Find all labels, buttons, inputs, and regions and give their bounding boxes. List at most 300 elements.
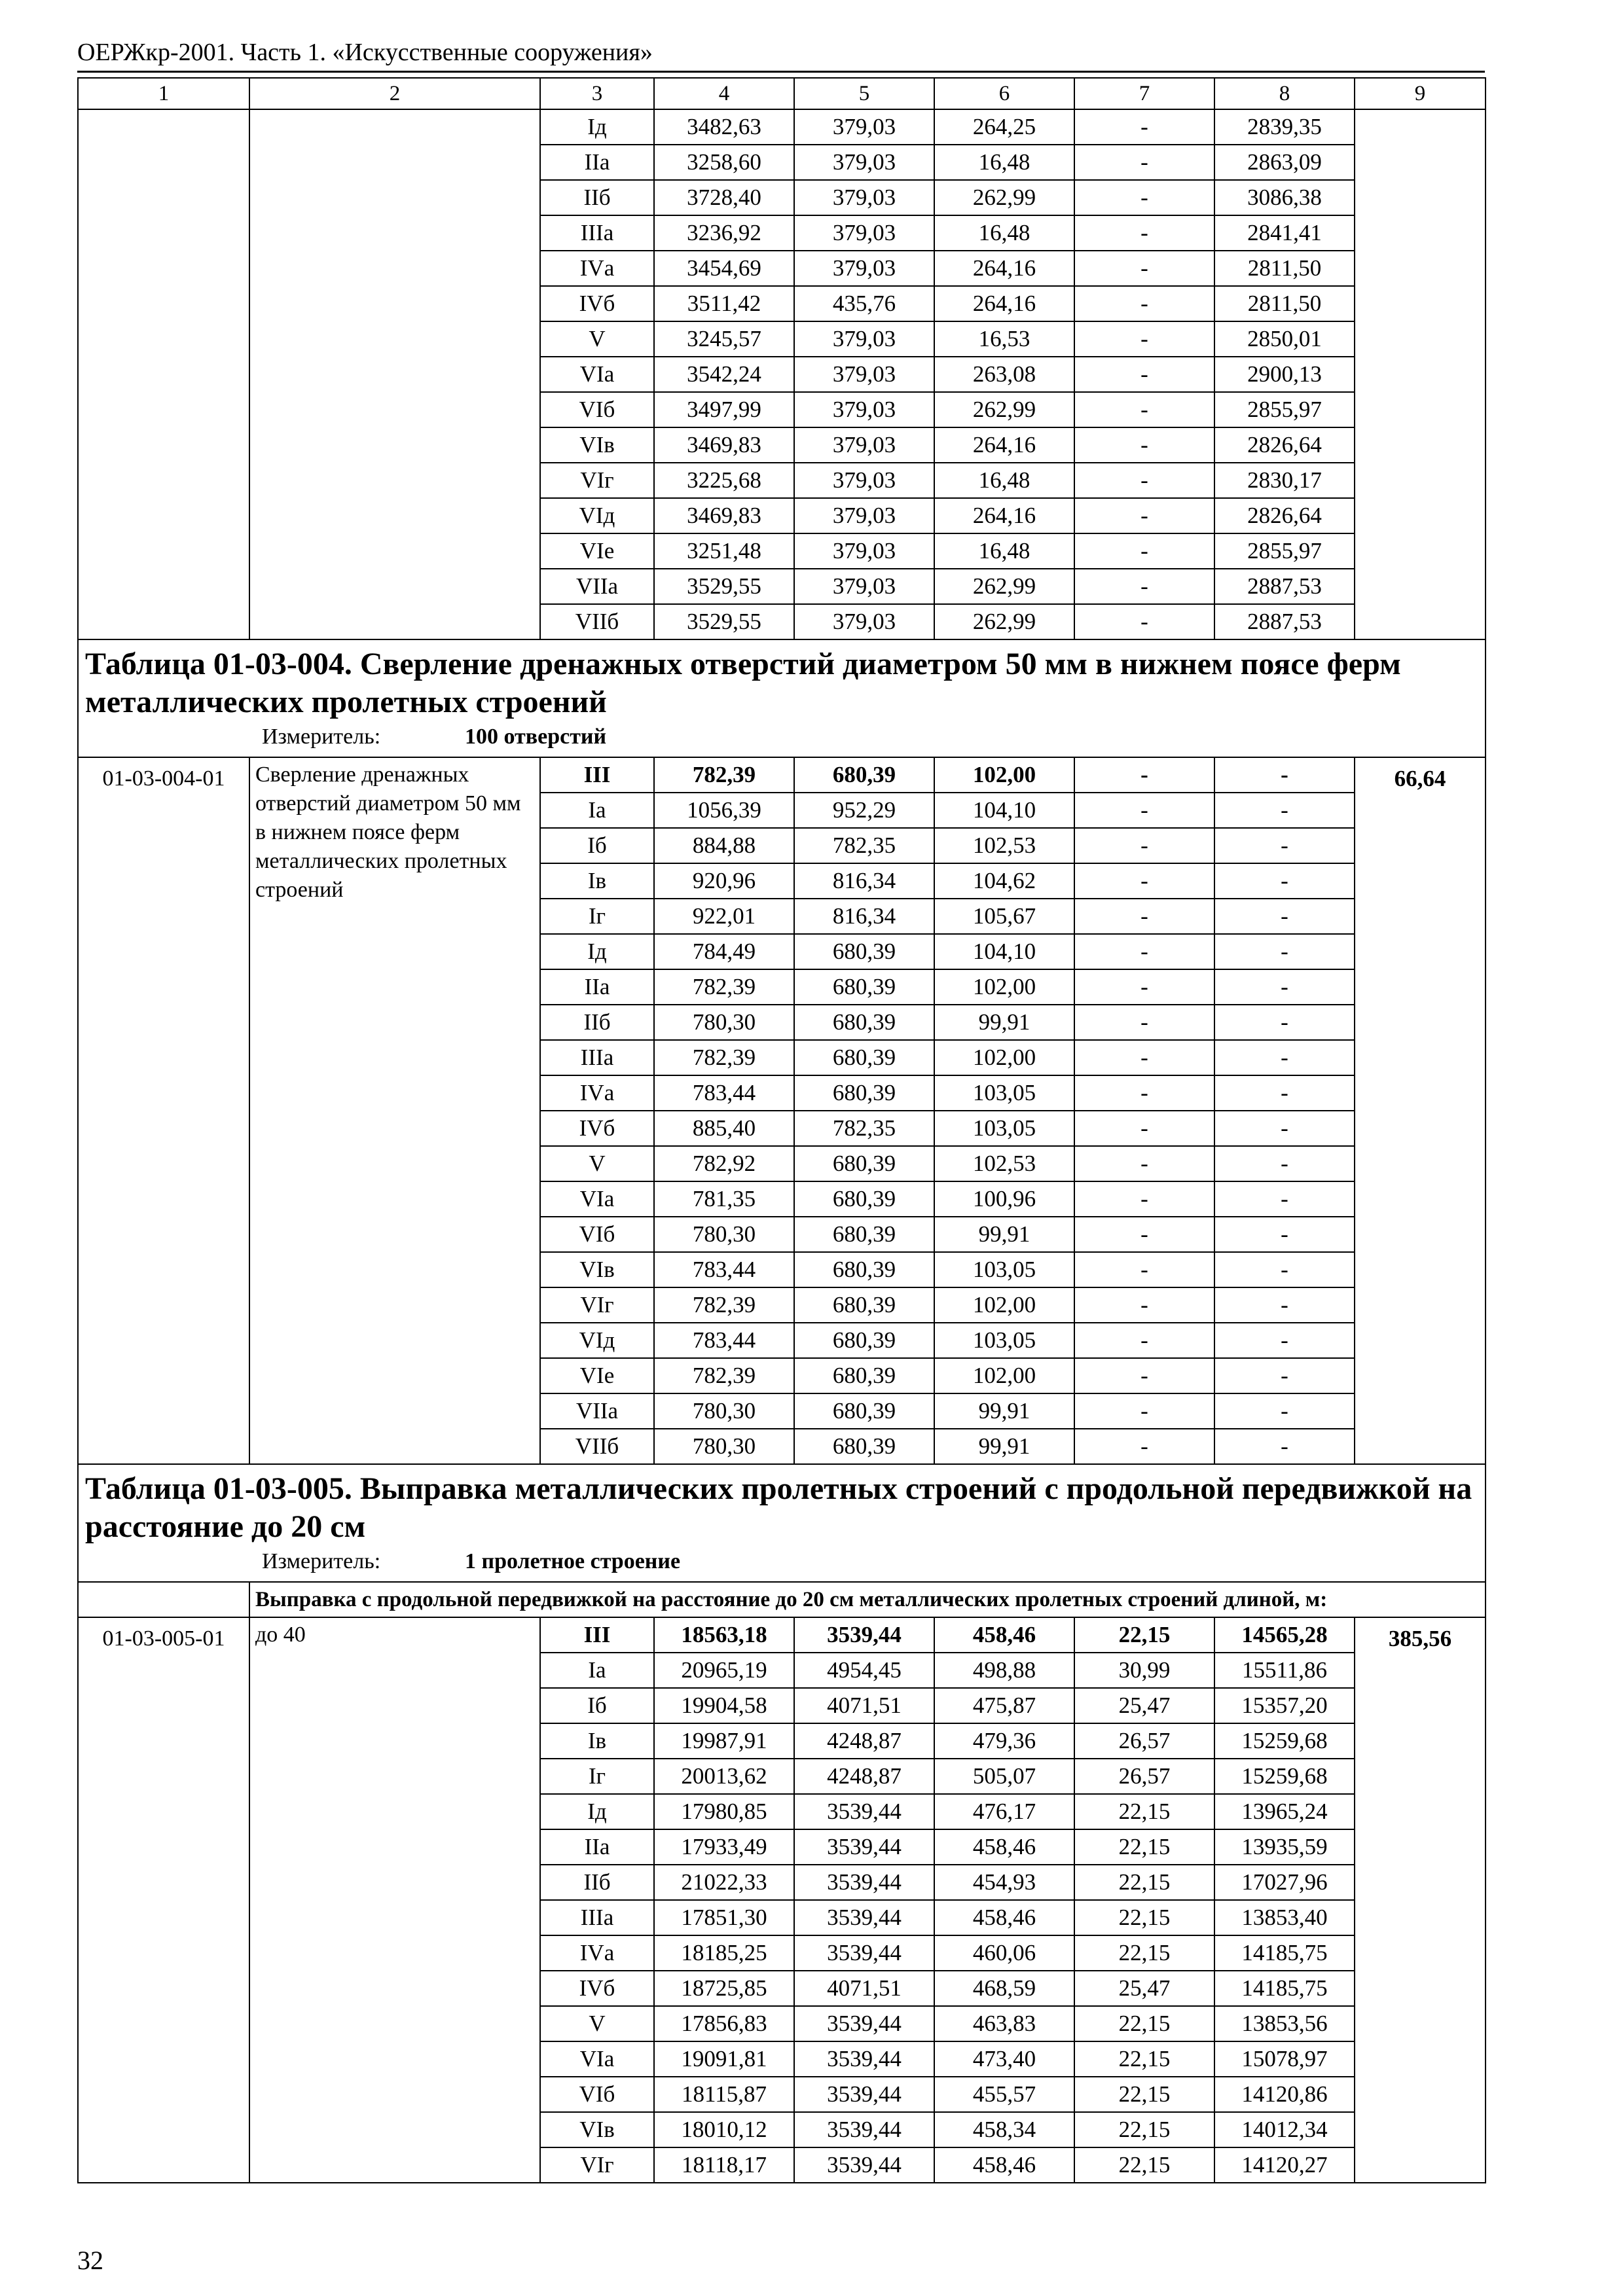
rate-value-cell: 3539,44: [794, 1865, 934, 1900]
rate-zone-cell: VIг: [540, 463, 654, 498]
rate-value-cell: 21022,33: [654, 1865, 794, 1900]
rate-value-cell: 498,88: [934, 1653, 1074, 1688]
rate-value-cell: 680,39: [794, 757, 934, 793]
rate-value-cell: 3511,42: [654, 286, 794, 321]
subheading: Выправка с продольной передвижкой на расстояние до 20 см металлических пролетных строений длиной, м:: [249, 1582, 1486, 1617]
rate-zone-cell: VIв: [540, 427, 654, 463]
rate-value-cell: 4954,45: [794, 1653, 934, 1688]
rate-value-cell: 22,15: [1074, 1794, 1214, 1829]
rate-value-cell: 782,35: [794, 828, 934, 863]
rate-value-cell: 473,40: [934, 2041, 1074, 2077]
rate-value-cell: 680,39: [794, 969, 934, 1005]
rate-value-cell: 782,39: [654, 1358, 794, 1393]
column-number: 4: [654, 78, 794, 109]
rate-value-cell: 102,53: [934, 828, 1074, 863]
rate-zone-cell: VIд: [540, 498, 654, 533]
rate-value-cell: -: [1074, 1429, 1214, 1464]
rate-value-cell: 15078,97: [1214, 2041, 1355, 2077]
rate-value-cell: 18115,87: [654, 2077, 794, 2112]
rate-value-cell: -: [1074, 1075, 1214, 1111]
rate-zone-cell: VIа: [540, 1181, 654, 1217]
rate-value-cell: 262,99: [934, 180, 1074, 215]
rate-value-cell: -: [1074, 934, 1214, 969]
rate-value-cell: -: [1074, 321, 1214, 357]
rate-value-cell: 783,44: [654, 1075, 794, 1111]
rate-value-cell: 780,30: [654, 1429, 794, 1464]
rate-value-cell: 2900,13: [1214, 357, 1355, 392]
rate-value-cell: -: [1214, 1111, 1355, 1146]
rate-value-cell: -: [1074, 145, 1214, 180]
rate-value-cell: -: [1074, 1358, 1214, 1393]
rate-value-cell: 19091,81: [654, 2041, 794, 2077]
rate-value-cell: 14565,28: [1214, 1617, 1355, 1653]
rate-value-cell: 680,39: [794, 1323, 934, 1358]
rate-value-cell: 26,57: [1074, 1759, 1214, 1794]
rate-value-cell: 22,15: [1074, 2077, 1214, 2112]
rate-value-cell: 2811,50: [1214, 286, 1355, 321]
rate-zone-cell: IIIа: [540, 215, 654, 251]
rate-value-cell: -: [1214, 757, 1355, 793]
rate-value-cell: -: [1074, 969, 1214, 1005]
rate-value-cell: 3454,69: [654, 251, 794, 286]
rate-value-cell: 264,16: [934, 286, 1074, 321]
rate-value-cell: 379,03: [794, 145, 934, 180]
rate-value-cell: 4248,87: [794, 1759, 934, 1794]
rate-value-cell: 468,59: [934, 1971, 1074, 2006]
rate-value-cell: 2826,64: [1214, 498, 1355, 533]
rate-value-cell: 458,46: [934, 1829, 1074, 1865]
rate-zone-cell: IIа: [540, 145, 654, 180]
rate-zone-cell: VIIа: [540, 569, 654, 604]
rate-value-cell: 16,53: [934, 321, 1074, 357]
rate-value-cell: 22,15: [1074, 1865, 1214, 1900]
rate-value-cell: 17933,49: [654, 1829, 794, 1865]
rates-table-body: [78, 78, 1486, 2183]
rate-value-cell: 22,15: [1074, 2006, 1214, 2041]
rate-value-cell: 680,39: [794, 1181, 934, 1217]
rate-value-cell: 379,03: [794, 427, 934, 463]
rate-value-cell: 105,67: [934, 899, 1074, 934]
rate-value-cell: 2887,53: [1214, 604, 1355, 639]
work-name: Сверление дренажных отверстий диаметром 50 мм в нижнем поясе ферм металлических пролетных строений: [249, 757, 540, 1464]
rate-value-cell: -: [1074, 392, 1214, 427]
rate-value-cell: 4071,51: [794, 1688, 934, 1723]
rate-zone-cell: IIб: [540, 1865, 654, 1900]
rate-zone-cell: Iа: [540, 1653, 654, 1688]
rate-value-cell: 379,03: [794, 357, 934, 392]
rate-zone-cell: IVб: [540, 1111, 654, 1146]
rate-zone-cell: VIе: [540, 1358, 654, 1393]
rate-value-cell: -: [1074, 357, 1214, 392]
rate-value-cell: 14012,34: [1214, 2112, 1355, 2147]
rate-value-cell: 22,15: [1074, 2041, 1214, 2077]
rate-value-cell: 680,39: [794, 1146, 934, 1181]
rates-table: [77, 77, 1486, 2183]
rate-value-cell: 3539,44: [794, 1900, 934, 1935]
rate-value-cell: -: [1214, 1358, 1355, 1393]
labor-value: 66,64: [1355, 757, 1486, 1464]
measure-label: Измеритель:: [262, 725, 381, 749]
measure-row: [85, 1547, 1478, 1576]
rate-value-cell: 13965,24: [1214, 1794, 1355, 1829]
rate-value-cell: 13853,40: [1214, 1900, 1355, 1935]
rate-value-cell: 783,44: [654, 1323, 794, 1358]
rate-value-cell: -: [1074, 757, 1214, 793]
rate-value-cell: 3539,44: [794, 1829, 934, 1865]
rate-value-cell: 100,96: [934, 1181, 1074, 1217]
running-header: ОЕРЖкр-2001. Часть 1. «Искусственные сооружения»: [77, 39, 653, 66]
rate-zone-cell: VIа: [540, 357, 654, 392]
rate-value-cell: 379,03: [794, 604, 934, 639]
rate-value-cell: 460,06: [934, 1935, 1074, 1971]
rate-value-cell: -: [1214, 899, 1355, 934]
rate-value-cell: -: [1074, 251, 1214, 286]
rate-zone-cell: VIа: [540, 2041, 654, 2077]
rate-zone-cell: IIб: [540, 180, 654, 215]
rate-zone-cell: IVб: [540, 286, 654, 321]
rate-value-cell: 264,16: [934, 251, 1074, 286]
rate-value-cell: 3497,99: [654, 392, 794, 427]
rate-value-cell: -: [1074, 180, 1214, 215]
rate-value-cell: 103,05: [934, 1323, 1074, 1358]
rate-value-cell: 379,03: [794, 533, 934, 569]
rate-value-cell: 18725,85: [654, 1971, 794, 2006]
rate-value-cell: 3469,83: [654, 427, 794, 463]
rate-value-cell: 3469,83: [654, 498, 794, 533]
column-number: 8: [1214, 78, 1355, 109]
rate-zone-cell: VIб: [540, 1217, 654, 1252]
rate-value-cell: 379,03: [794, 392, 934, 427]
rate-value-cell: 952,29: [794, 793, 934, 828]
rate-value-cell: 15511,86: [1214, 1653, 1355, 1688]
rate-value-cell: 25,47: [1074, 1688, 1214, 1723]
rate-value-cell: -: [1214, 1429, 1355, 1464]
rate-value-cell: -: [1074, 109, 1214, 145]
table-row: [78, 109, 1486, 145]
rate-value-cell: 784,49: [654, 934, 794, 969]
rate-value-cell: 13853,56: [1214, 2006, 1355, 2041]
rate-zone-cell: Iв: [540, 1723, 654, 1759]
column-number: 9: [1355, 78, 1486, 109]
rate-value-cell: -: [1214, 828, 1355, 863]
rate-value-cell: -: [1214, 863, 1355, 899]
rate-value-cell: 3225,68: [654, 463, 794, 498]
rate-value-cell: 476,17: [934, 1794, 1074, 1829]
rate-value-cell: 14120,86: [1214, 2077, 1355, 2112]
column-number: 7: [1074, 78, 1214, 109]
rate-value-cell: 455,57: [934, 2077, 1074, 2112]
rate-value-cell: 379,03: [794, 109, 934, 145]
rate-value-cell: -: [1074, 1111, 1214, 1146]
rate-value-cell: -: [1074, 1005, 1214, 1040]
rate-value-cell: 782,39: [654, 969, 794, 1005]
table-row: [78, 757, 1486, 793]
rate-value-cell: 379,03: [794, 215, 934, 251]
rate-zone-cell: IIа: [540, 1829, 654, 1865]
rate-value-cell: -: [1074, 498, 1214, 533]
column-number: 1: [78, 78, 249, 109]
rate-value-cell: 102,00: [934, 969, 1074, 1005]
rate-value-cell: 783,44: [654, 1252, 794, 1287]
rate-zone-cell: VIб: [540, 392, 654, 427]
labor-value: 385,56: [1355, 1617, 1486, 2183]
table-title: Таблица 01-03-004. Сверление дренажных отверстий диаметром 50 мм в нижнем поясе ферм металлических пролетных строений: [85, 647, 1401, 719]
subheading-blank: [78, 1582, 249, 1617]
rate-value-cell: 102,00: [934, 1287, 1074, 1323]
rate-value-cell: -: [1214, 793, 1355, 828]
subheading-row: [78, 1582, 1486, 1617]
rate-value-cell: 3086,38: [1214, 180, 1355, 215]
rate-value-cell: 2826,64: [1214, 427, 1355, 463]
rate-value-cell: 680,39: [794, 1005, 934, 1040]
rate-zone-cell: VIе: [540, 533, 654, 569]
rate-value-cell: 19987,91: [654, 1723, 794, 1759]
rate-value-cell: 17856,83: [654, 2006, 794, 2041]
rate-value-cell: 680,39: [794, 1393, 934, 1429]
rate-value-cell: 782,35: [794, 1111, 934, 1146]
rate-zone-cell: Iг: [540, 899, 654, 934]
name-cell-empty: [249, 109, 540, 639]
rate-value-cell: 475,87: [934, 1688, 1074, 1723]
rate-value-cell: -: [1074, 1393, 1214, 1429]
rate-value-cell: 17980,85: [654, 1794, 794, 1829]
rate-value-cell: 103,05: [934, 1111, 1074, 1146]
rate-code: 01-03-005-01: [78, 1617, 249, 2183]
rate-value-cell: 680,39: [794, 1287, 934, 1323]
rate-zone-cell: III: [540, 1617, 654, 1653]
rate-value-cell: 3539,44: [794, 1794, 934, 1829]
rate-value-cell: 3539,44: [794, 2077, 934, 2112]
rate-zone-cell: Iв: [540, 863, 654, 899]
rate-value-cell: 16,48: [934, 533, 1074, 569]
rate-value-cell: 2811,50: [1214, 251, 1355, 286]
rate-code: 01-03-004-01: [78, 757, 249, 1464]
rate-value-cell: 15259,68: [1214, 1759, 1355, 1794]
rate-zone-cell: Iб: [540, 828, 654, 863]
measure-row: [85, 723, 1478, 751]
work-name: до 40: [249, 1617, 540, 2183]
rate-value-cell: 885,40: [654, 1111, 794, 1146]
rate-zone-cell: VIIб: [540, 604, 654, 639]
rate-zone-cell: VIд: [540, 1323, 654, 1358]
rate-value-cell: 3258,60: [654, 145, 794, 180]
rate-value-cell: 3539,44: [794, 2112, 934, 2147]
rate-value-cell: 264,25: [934, 109, 1074, 145]
rate-value-cell: 3728,40: [654, 180, 794, 215]
rate-value-cell: -: [1214, 1252, 1355, 1287]
rate-value-cell: 680,39: [794, 1429, 934, 1464]
rate-value-cell: 18563,18: [654, 1617, 794, 1653]
rate-value-cell: 15259,68: [1214, 1723, 1355, 1759]
rate-value-cell: 379,03: [794, 569, 934, 604]
table-title: Таблица 01-03-005. Выправка металлических пролетных строений с продольной передвижкой на расстояние до 20 см: [85, 1471, 1472, 1544]
rate-value-cell: 680,39: [794, 934, 934, 969]
rate-value-cell: 782,39: [654, 1287, 794, 1323]
rate-value-cell: 2855,97: [1214, 392, 1355, 427]
column-number: 5: [794, 78, 934, 109]
rate-value-cell: 454,93: [934, 1865, 1074, 1900]
rate-zone-cell: V: [540, 321, 654, 357]
rate-value-cell: -: [1074, 215, 1214, 251]
rate-value-cell: 780,30: [654, 1005, 794, 1040]
rate-value-cell: 379,03: [794, 251, 934, 286]
rate-value-cell: 26,57: [1074, 1723, 1214, 1759]
table-title-row: [78, 1464, 1486, 1582]
rate-zone-cell: V: [540, 2006, 654, 2041]
rate-value-cell: 3539,44: [794, 2006, 934, 2041]
rate-zone-cell: VIв: [540, 2112, 654, 2147]
column-number: 6: [934, 78, 1074, 109]
rate-value-cell: 920,96: [654, 863, 794, 899]
rate-value-cell: 4071,51: [794, 1971, 934, 2006]
measure-value: 1 пролетное строение: [465, 1549, 681, 1573]
rate-zone-cell: IIа: [540, 969, 654, 1005]
rate-value-cell: -: [1214, 934, 1355, 969]
rate-value-cell: 22,15: [1074, 1617, 1214, 1653]
rate-value-cell: 3539,44: [794, 2147, 934, 2183]
rate-value-cell: 104,10: [934, 934, 1074, 969]
rate-value-cell: 2887,53: [1214, 569, 1355, 604]
rate-value-cell: -: [1074, 828, 1214, 863]
rate-value-cell: 379,03: [794, 321, 934, 357]
rate-value-cell: 816,34: [794, 899, 934, 934]
rate-value-cell: -: [1074, 463, 1214, 498]
rate-value-cell: 2830,17: [1214, 463, 1355, 498]
rate-value-cell: 435,76: [794, 286, 934, 321]
rate-value-cell: 680,39: [794, 1252, 934, 1287]
rate-value-cell: -: [1214, 1287, 1355, 1323]
rate-value-cell: 99,91: [934, 1005, 1074, 1040]
rate-value-cell: 102,00: [934, 1358, 1074, 1393]
rate-zone-cell: VIIа: [540, 1393, 654, 1429]
rate-value-cell: 2863,09: [1214, 145, 1355, 180]
rate-zone-cell: IIIа: [540, 1040, 654, 1075]
rate-value-cell: 3245,57: [654, 321, 794, 357]
rate-zone-cell: IVа: [540, 251, 654, 286]
rate-value-cell: 103,05: [934, 1252, 1074, 1287]
rate-value-cell: 4248,87: [794, 1723, 934, 1759]
rate-value-cell: 17027,96: [1214, 1865, 1355, 1900]
rate-value-cell: 22,15: [1074, 2147, 1214, 2183]
rate-value-cell: 680,39: [794, 1075, 934, 1111]
rate-value-cell: -: [1074, 1252, 1214, 1287]
rate-zone-cell: VIг: [540, 1287, 654, 1323]
rate-value-cell: 103,05: [934, 1075, 1074, 1111]
rate-value-cell: 2839,35: [1214, 109, 1355, 145]
column-number: 2: [249, 78, 540, 109]
rate-value-cell: 680,39: [794, 1040, 934, 1075]
rate-value-cell: -: [1074, 569, 1214, 604]
rate-zone-cell: IIIа: [540, 1900, 654, 1935]
rate-value-cell: 3529,55: [654, 569, 794, 604]
rate-value-cell: 22,15: [1074, 1935, 1214, 1971]
rate-value-cell: 14185,75: [1214, 1971, 1355, 2006]
rate-value-cell: 104,62: [934, 863, 1074, 899]
rate-value-cell: 458,46: [934, 1900, 1074, 1935]
rate-value-cell: 782,39: [654, 1040, 794, 1075]
rate-value-cell: 20965,19: [654, 1653, 794, 1688]
rate-zone-cell: Iб: [540, 1688, 654, 1723]
rate-value-cell: 18118,17: [654, 2147, 794, 2183]
table-title-cell: [78, 1464, 1486, 1582]
rate-value-cell: 20013,62: [654, 1759, 794, 1794]
rate-value-cell: 1056,39: [654, 793, 794, 828]
rate-zone-cell: IVб: [540, 1971, 654, 2006]
rate-value-cell: 780,30: [654, 1217, 794, 1252]
table-title-row: [78, 639, 1486, 757]
rate-value-cell: -: [1074, 533, 1214, 569]
rate-value-cell: -: [1074, 863, 1214, 899]
rate-value-cell: 463,83: [934, 2006, 1074, 2041]
rate-value-cell: 379,03: [794, 463, 934, 498]
rate-value-cell: 3251,48: [654, 533, 794, 569]
rate-value-cell: 30,99: [1074, 1653, 1214, 1688]
rate-zone-cell: IVа: [540, 1075, 654, 1111]
rate-value-cell: 458,46: [934, 1617, 1074, 1653]
rate-value-cell: -: [1214, 1217, 1355, 1252]
rate-value-cell: 13935,59: [1214, 1829, 1355, 1865]
rate-value-cell: 680,39: [794, 1358, 934, 1393]
table-title-cell: [78, 639, 1486, 757]
rate-value-cell: -: [1074, 1040, 1214, 1075]
rate-value-cell: 22,15: [1074, 1829, 1214, 1865]
rate-zone-cell: Iд: [540, 109, 654, 145]
rate-value-cell: 16,48: [934, 215, 1074, 251]
table-row: [78, 1617, 1486, 1653]
rate-value-cell: 262,99: [934, 392, 1074, 427]
col9-cell-empty: [1355, 109, 1486, 639]
rate-value-cell: 99,91: [934, 1393, 1074, 1429]
rate-value-cell: 458,34: [934, 2112, 1074, 2147]
rate-value-cell: 262,99: [934, 569, 1074, 604]
rate-zone-cell: Iа: [540, 793, 654, 828]
rate-value-cell: 99,91: [934, 1429, 1074, 1464]
rate-value-cell: 17851,30: [654, 1900, 794, 1935]
rate-value-cell: -: [1214, 1393, 1355, 1429]
header-rule: [77, 71, 1485, 73]
rate-value-cell: -: [1214, 1005, 1355, 1040]
rate-value-cell: 479,36: [934, 1723, 1074, 1759]
rate-value-cell: -: [1214, 1040, 1355, 1075]
rate-value-cell: 16,48: [934, 145, 1074, 180]
rate-zone-cell: III: [540, 757, 654, 793]
rate-value-cell: 816,34: [794, 863, 934, 899]
rate-value-cell: -: [1074, 427, 1214, 463]
rate-value-cell: 99,91: [934, 1217, 1074, 1252]
rate-value-cell: 3539,44: [794, 1617, 934, 1653]
rate-value-cell: -: [1214, 1146, 1355, 1181]
rate-value-cell: -: [1214, 969, 1355, 1005]
rate-value-cell: 2855,97: [1214, 533, 1355, 569]
rate-value-cell: 18010,12: [654, 2112, 794, 2147]
column-number: 3: [540, 78, 654, 109]
rate-value-cell: -: [1074, 604, 1214, 639]
rate-value-cell: 14120,27: [1214, 2147, 1355, 2183]
rate-value-cell: -: [1074, 899, 1214, 934]
rate-value-cell: 104,10: [934, 793, 1074, 828]
rate-value-cell: -: [1074, 793, 1214, 828]
rate-value-cell: 16,48: [934, 463, 1074, 498]
rate-zone-cell: VIIб: [540, 1429, 654, 1464]
rate-value-cell: 264,16: [934, 498, 1074, 533]
rate-zone-cell: VIг: [540, 2147, 654, 2183]
rate-value-cell: 102,00: [934, 1040, 1074, 1075]
rate-value-cell: 263,08: [934, 357, 1074, 392]
rate-value-cell: 922,01: [654, 899, 794, 934]
rate-value-cell: 780,30: [654, 1393, 794, 1429]
rate-value-cell: 102,00: [934, 757, 1074, 793]
rate-value-cell: 680,39: [794, 1217, 934, 1252]
